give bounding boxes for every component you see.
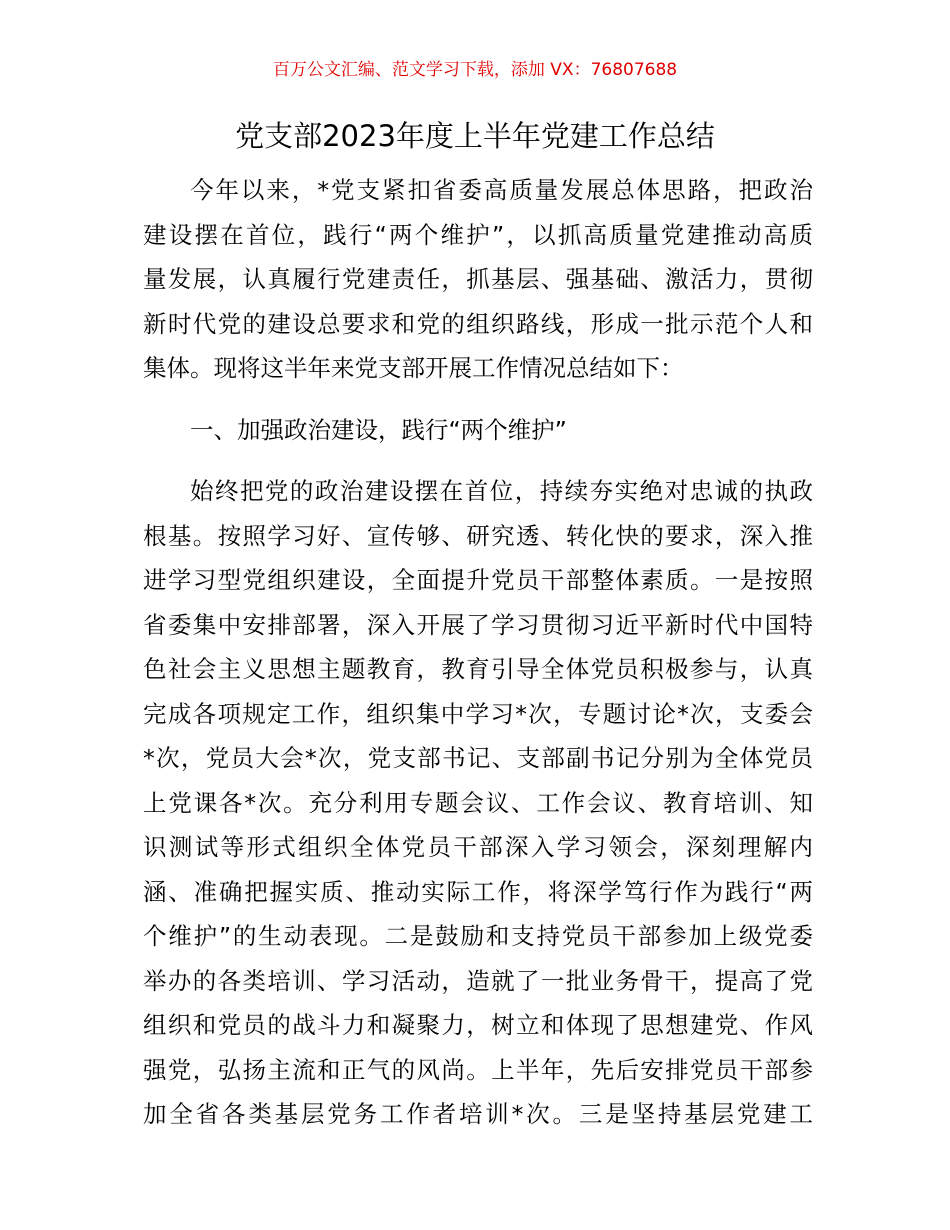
document-body — [143, 168, 813, 1137]
paragraph-line: 识测试等形式组织全体党员干部深入学习领会，深刻理解内 — [143, 833, 813, 861]
paragraph-line: 组织和党员的战斗力和凝聚力，树立和体现了思想建党、作风 — [143, 1011, 813, 1039]
paragraph-line: 涵、准确把握实质、推动实际工作，将深学笃行作为践行“两 — [143, 877, 813, 906]
paragraph-line: 强党，弘扬主流和正气的风尚。上半年，先后安排党员干部参 — [143, 1055, 813, 1084]
watermark-text: 百万公文汇编、范文学习下载，添加 VX：76807688 — [272, 60, 678, 80]
paragraph-line: 今年以来，*党支紧扣省委高质量发展总体思路，把政治 — [190, 176, 813, 204]
intro-paragraph — [143, 168, 813, 391]
paragraph-line: 色社会主义思想主题教育，教育引导全体党员积极参与，认真 — [143, 655, 813, 683]
paragraph-line: *次，党员大会*次，党支部书记、支部副书记分别为全体党员 — [143, 744, 813, 772]
paragraph-line: 举办的各类培训、学习活动，造就了一批业务骨干，提高了党 — [143, 966, 813, 995]
paragraph-gap — [143, 452, 813, 469]
paragraph-line: 新时代党的建设总要求和党的组织路线，形成一批示范个人和 — [143, 309, 813, 338]
paragraph-line: 始终把党的政治建设摆在首位，持续夯实绝对忠诚的执政 — [190, 477, 813, 505]
paragraph-line: 量发展，认真履行党建责任，抓基层、强基础、激活力，贯彻 — [143, 265, 813, 293]
document-title: 党支部2023年度上半年党建工作总结 — [235, 119, 715, 153]
paragraph-line: 集体。现将这半年来党支部开展工作情况总结如下： — [143, 354, 684, 382]
paragraph-gap — [143, 391, 813, 408]
section-heading: 一、加强政治建设，践行“两个维护” — [190, 415, 567, 444]
paragraph-line: 建设摆在首位，践行“两个维护”，以抓高质量党建推动高质 — [143, 220, 813, 249]
paragraph-line: 完成各项规定工作，组织集中学习*次，专题讨论*次，支委会 — [143, 699, 813, 728]
paragraph-line: 根基。按照学习好、宣传够、研究透、转化快的要求，深入推 — [143, 521, 813, 550]
paragraph-line: 进学习型党组织建设，全面提升党员干部整体素质。一是按照 — [143, 566, 813, 594]
section1-paragraph — [143, 469, 813, 1137]
paragraph-line: 加全省各类基层党务工作者培训*次。三是坚持基层党建工 — [143, 1100, 813, 1128]
paragraph-line: 个维护”的生动表现。二是鼓励和支持党员干部参加上级党委 — [143, 922, 813, 950]
paragraph-line: 上党课各*次。充分利用专题会议、工作会议、教育培训、知 — [143, 788, 813, 817]
paragraph-line: 省委集中安排部署，深入开展了学习贯彻习近平新时代中国特 — [143, 610, 813, 639]
